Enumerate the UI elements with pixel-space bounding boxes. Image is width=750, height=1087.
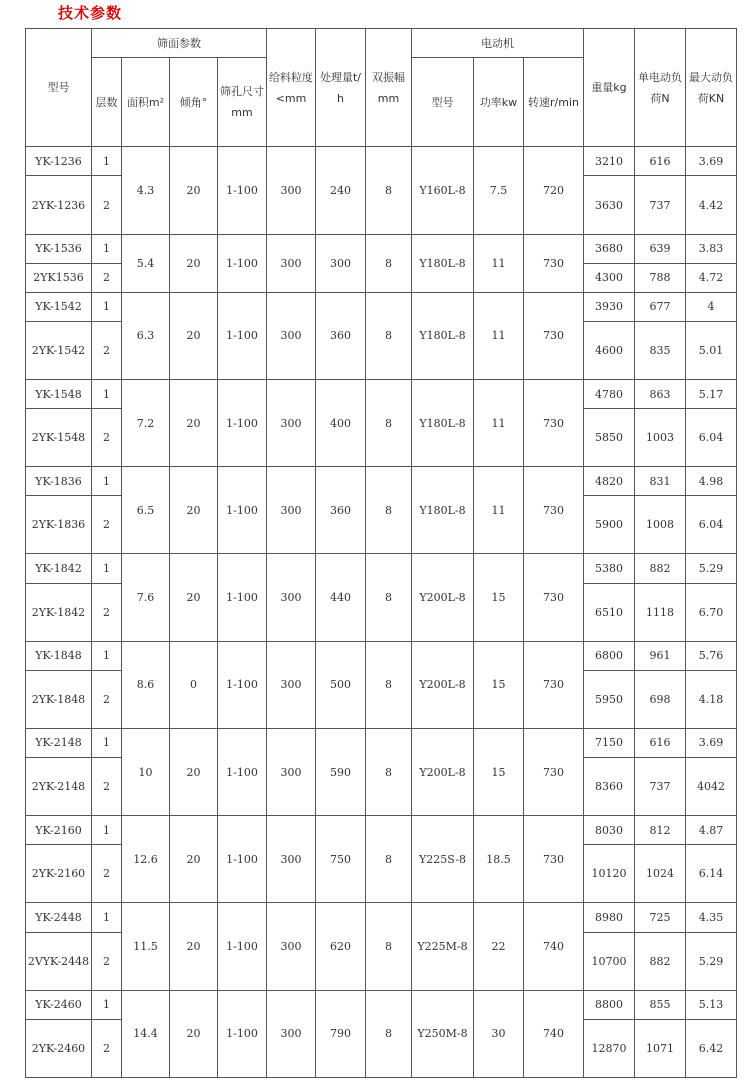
max-load-cell: 3.69 [686, 728, 737, 757]
motor-model-cell: Y200L-8 [412, 728, 474, 815]
speed-cell: 740 [524, 990, 584, 1077]
model-cell: 2YK-1542 [26, 321, 92, 379]
layers-cell: 1 [92, 816, 122, 845]
power-cell: 11 [474, 234, 524, 292]
max-load-cell: 4.72 [686, 263, 737, 292]
model-cell: YK-1236 [26, 147, 92, 176]
angle-cell: 20 [170, 234, 218, 292]
layers-cell: 1 [92, 641, 122, 670]
layers-cell: 1 [92, 147, 122, 176]
header-screen-params: 筛面参数 [92, 29, 267, 58]
header-area: 面积m² [122, 58, 170, 147]
single-load-cell: 1008 [635, 496, 686, 554]
aperture-cell: 1-100 [218, 990, 267, 1077]
area-cell: 4.3 [122, 147, 170, 234]
weight-cell: 3680 [584, 234, 635, 263]
max-load-cell: 4.35 [686, 903, 737, 932]
aperture-cell: 1-100 [218, 816, 267, 903]
power-cell: 11 [474, 292, 524, 379]
table-row [26, 467, 737, 496]
amplitude-cell: 8 [366, 147, 412, 234]
capacity-cell: 240 [316, 147, 366, 234]
max-load-cell: 4 [686, 292, 737, 321]
feed-size-cell: 300 [267, 903, 316, 990]
amplitude-cell: 8 [366, 641, 412, 728]
area-cell: 7.6 [122, 554, 170, 641]
single-load-cell: 737 [635, 176, 686, 234]
max-load-cell: 4.87 [686, 816, 737, 845]
header-motor-model: 型号 [412, 58, 474, 147]
layers-cell: 1 [92, 903, 122, 932]
area-cell: 14.4 [122, 990, 170, 1077]
layers-cell: 1 [92, 467, 122, 496]
model-cell: 2VYK-2448 [26, 932, 92, 990]
layers-cell: 2 [92, 845, 122, 903]
angle-cell: 20 [170, 467, 218, 554]
capacity-cell: 360 [316, 467, 366, 554]
model-cell: YK-1542 [26, 292, 92, 321]
weight-cell: 10700 [584, 932, 635, 990]
single-load-cell: 725 [635, 903, 686, 932]
area-cell: 7.2 [122, 380, 170, 467]
weight-cell: 8360 [584, 758, 635, 816]
amplitude-cell: 8 [366, 554, 412, 641]
table-row [26, 292, 737, 321]
motor-model-cell: Y180L-8 [412, 292, 474, 379]
motor-model-cell: Y225S-8 [412, 816, 474, 903]
aperture-cell: 1-100 [218, 641, 267, 728]
layers-cell: 2 [92, 176, 122, 234]
layers-cell: 1 [92, 728, 122, 757]
model-cell: 2YK-2148 [26, 758, 92, 816]
power-cell: 15 [474, 728, 524, 815]
weight-cell: 5900 [584, 496, 635, 554]
speed-cell: 730 [524, 728, 584, 815]
max-load-cell: 4042 [686, 758, 737, 816]
weight-cell: 4300 [584, 263, 635, 292]
model-cell: 2YK-2160 [26, 845, 92, 903]
max-load-cell: 3.69 [686, 147, 737, 176]
single-load-cell: 1003 [635, 409, 686, 467]
model-cell: YK-2460 [26, 990, 92, 1019]
aperture-cell: 1-100 [218, 467, 267, 554]
capacity-cell: 750 [316, 816, 366, 903]
layers-cell: 2 [92, 758, 122, 816]
power-cell: 11 [474, 467, 524, 554]
capacity-cell: 400 [316, 380, 366, 467]
weight-cell: 8030 [584, 816, 635, 845]
area-cell: 8.6 [122, 641, 170, 728]
area-cell: 6.5 [122, 467, 170, 554]
motor-model-cell: Y200L-8 [412, 641, 474, 728]
page-title: 技术参数 [58, 4, 123, 22]
amplitude-cell: 8 [366, 467, 412, 554]
layers-cell: 1 [92, 380, 122, 409]
single-load-cell: 677 [635, 292, 686, 321]
single-load-cell: 835 [635, 321, 686, 379]
single-load-cell: 788 [635, 263, 686, 292]
motor-model-cell: Y180L-8 [412, 234, 474, 292]
power-cell: 7.5 [474, 147, 524, 234]
motor-model-cell: Y225M-8 [412, 903, 474, 990]
max-load-cell: 5.01 [686, 321, 737, 379]
capacity-cell: 300 [316, 234, 366, 292]
weight-cell: 3930 [584, 292, 635, 321]
model-cell: YK-1842 [26, 554, 92, 583]
model-cell: YK-1536 [26, 234, 92, 263]
motor-model-cell: Y180L-8 [412, 467, 474, 554]
speed-cell: 740 [524, 903, 584, 990]
speed-cell: 730 [524, 292, 584, 379]
single-load-cell: 616 [635, 147, 686, 176]
power-cell: 11 [474, 380, 524, 467]
table-row [26, 641, 737, 670]
model-cell: 2YK-1842 [26, 583, 92, 641]
weight-cell: 8980 [584, 903, 635, 932]
weight-cell: 3210 [584, 147, 635, 176]
single-load-cell: 882 [635, 932, 686, 990]
weight-cell: 4820 [584, 467, 635, 496]
model-cell: YK-2160 [26, 816, 92, 845]
weight-cell: 10120 [584, 845, 635, 903]
motor-model-cell: Y250M-8 [412, 990, 474, 1077]
amplitude-cell: 8 [366, 990, 412, 1077]
model-cell: 2YK-1236 [26, 176, 92, 234]
table-row [26, 554, 737, 583]
feed-size-cell: 300 [267, 816, 316, 903]
feed-size-cell: 300 [267, 990, 316, 1077]
weight-cell: 5950 [584, 670, 635, 728]
single-load-cell: 737 [635, 758, 686, 816]
area-cell: 10 [122, 728, 170, 815]
single-load-cell: 1024 [635, 845, 686, 903]
area-cell: 5.4 [122, 234, 170, 292]
amplitude-cell: 8 [366, 816, 412, 903]
single-load-cell: 882 [635, 554, 686, 583]
area-cell: 11.5 [122, 903, 170, 990]
single-load-cell: 863 [635, 380, 686, 409]
weight-cell: 3630 [584, 176, 635, 234]
model-cell: 2YK-1848 [26, 670, 92, 728]
table-row [26, 816, 737, 845]
weight-cell: 5380 [584, 554, 635, 583]
angle-cell: 20 [170, 380, 218, 467]
header-weight: 重量kg [584, 29, 635, 147]
table-row [26, 147, 737, 176]
motor-model-cell: Y200L-8 [412, 554, 474, 641]
angle-cell: 20 [170, 728, 218, 815]
layers-cell: 2 [92, 1019, 122, 1077]
max-load-cell: 6.14 [686, 845, 737, 903]
layers-cell: 2 [92, 583, 122, 641]
area-cell: 6.3 [122, 292, 170, 379]
angle-cell: 20 [170, 903, 218, 990]
max-load-cell: 6.04 [686, 409, 737, 467]
aperture-cell: 1-100 [218, 380, 267, 467]
weight-cell: 4780 [584, 380, 635, 409]
aperture-cell: 1-100 [218, 554, 267, 641]
header-power: 功率kw [474, 58, 524, 147]
weight-cell: 6800 [584, 641, 635, 670]
header-speed: 转速r/min [524, 58, 584, 147]
aperture-cell: 1-100 [218, 234, 267, 292]
single-load-cell: 1071 [635, 1019, 686, 1077]
single-load-cell: 1118 [635, 583, 686, 641]
power-cell: 22 [474, 903, 524, 990]
layers-cell: 1 [92, 990, 122, 1019]
model-cell: 2YK-2460 [26, 1019, 92, 1077]
feed-size-cell: 300 [267, 728, 316, 815]
capacity-cell: 440 [316, 554, 366, 641]
table-row [26, 234, 737, 263]
angle-cell: 0 [170, 641, 218, 728]
layers-cell: 2 [92, 496, 122, 554]
single-load-cell: 831 [635, 467, 686, 496]
power-cell: 30 [474, 990, 524, 1077]
max-load-cell: 6.70 [686, 583, 737, 641]
single-load-cell: 698 [635, 670, 686, 728]
power-cell: 18.5 [474, 816, 524, 903]
model-cell: YK-2448 [26, 903, 92, 932]
amplitude-cell: 8 [366, 903, 412, 990]
header-capacity: 处理量t/h [316, 29, 366, 147]
capacity-cell: 790 [316, 990, 366, 1077]
speed-cell: 730 [524, 380, 584, 467]
feed-size-cell: 300 [267, 380, 316, 467]
header-angle: 倾角° [170, 58, 218, 147]
weight-cell: 8800 [584, 990, 635, 1019]
model-cell: 2YK1536 [26, 263, 92, 292]
single-load-cell: 639 [635, 234, 686, 263]
layers-cell: 2 [92, 409, 122, 467]
table-row [26, 380, 737, 409]
capacity-cell: 500 [316, 641, 366, 728]
single-load-cell: 855 [635, 990, 686, 1019]
power-cell: 15 [474, 641, 524, 728]
max-load-cell: 5.29 [686, 554, 737, 583]
angle-cell: 20 [170, 554, 218, 641]
header-layers: 层数 [92, 58, 122, 147]
capacity-cell: 360 [316, 292, 366, 379]
aperture-cell: 1-100 [218, 728, 267, 815]
feed-size-cell: 300 [267, 292, 316, 379]
speed-cell: 730 [524, 816, 584, 903]
speed-cell: 720 [524, 147, 584, 234]
area-cell: 12.6 [122, 816, 170, 903]
header-single-load: 单电动负荷N [635, 29, 686, 147]
model-cell: YK-1836 [26, 467, 92, 496]
header-max-load: 最大动负荷KN [686, 29, 737, 147]
header-model: 型号 [26, 29, 92, 147]
aperture-cell: 1-100 [218, 292, 267, 379]
max-load-cell: 5.13 [686, 990, 737, 1019]
model-cell: YK-1548 [26, 380, 92, 409]
amplitude-cell: 8 [366, 728, 412, 815]
table-row [26, 990, 737, 1019]
model-cell: 2YK-1548 [26, 409, 92, 467]
single-load-cell: 961 [635, 641, 686, 670]
weight-cell: 6510 [584, 583, 635, 641]
single-load-cell: 812 [635, 816, 686, 845]
layers-cell: 2 [92, 263, 122, 292]
max-load-cell: 6.04 [686, 496, 737, 554]
capacity-cell: 620 [316, 903, 366, 990]
angle-cell: 20 [170, 292, 218, 379]
speed-cell: 730 [524, 234, 584, 292]
weight-cell: 4600 [584, 321, 635, 379]
model-cell: 2YK-1836 [26, 496, 92, 554]
max-load-cell: 4.18 [686, 670, 737, 728]
feed-size-cell: 300 [267, 554, 316, 641]
max-load-cell: 4.98 [686, 467, 737, 496]
amplitude-cell: 8 [366, 234, 412, 292]
angle-cell: 20 [170, 990, 218, 1077]
layers-cell: 2 [92, 932, 122, 990]
max-load-cell: 4.42 [686, 176, 737, 234]
layers-cell: 1 [92, 234, 122, 263]
speed-cell: 730 [524, 467, 584, 554]
feed-size-cell: 300 [267, 641, 316, 728]
feed-size-cell: 300 [267, 467, 316, 554]
weight-cell: 5850 [584, 409, 635, 467]
layers-cell: 1 [92, 554, 122, 583]
aperture-cell: 1-100 [218, 147, 267, 234]
table-row [26, 903, 737, 932]
model-cell: YK-1848 [26, 641, 92, 670]
angle-cell: 20 [170, 816, 218, 903]
layers-cell: 2 [92, 670, 122, 728]
table-row [26, 728, 737, 757]
speed-cell: 730 [524, 554, 584, 641]
aperture-cell: 1-100 [218, 903, 267, 990]
power-cell: 15 [474, 554, 524, 641]
header-feed-size: 给料粒度<mm [267, 29, 316, 147]
layers-cell: 2 [92, 321, 122, 379]
motor-model-cell: Y180L-8 [412, 380, 474, 467]
angle-cell: 20 [170, 147, 218, 234]
weight-cell: 12870 [584, 1019, 635, 1077]
amplitude-cell: 8 [366, 292, 412, 379]
amplitude-cell: 8 [366, 380, 412, 467]
max-load-cell: 3.83 [686, 234, 737, 263]
speed-cell: 730 [524, 641, 584, 728]
single-load-cell: 616 [635, 728, 686, 757]
max-load-cell: 5.17 [686, 380, 737, 409]
capacity-cell: 590 [316, 728, 366, 815]
layers-cell: 1 [92, 292, 122, 321]
feed-size-cell: 300 [267, 234, 316, 292]
max-load-cell: 5.29 [686, 932, 737, 990]
max-load-cell: 6.42 [686, 1019, 737, 1077]
spec-table [25, 28, 737, 1078]
header-motor: 电动机 [412, 29, 584, 58]
model-cell: YK-2148 [26, 728, 92, 757]
header-amplitude: 双振幅mm [366, 29, 412, 147]
max-load-cell: 5.76 [686, 641, 737, 670]
header-aperture: 筛孔尺寸mm [218, 58, 267, 147]
motor-model-cell: Y160L-8 [412, 147, 474, 234]
feed-size-cell: 300 [267, 147, 316, 234]
weight-cell: 7150 [584, 728, 635, 757]
